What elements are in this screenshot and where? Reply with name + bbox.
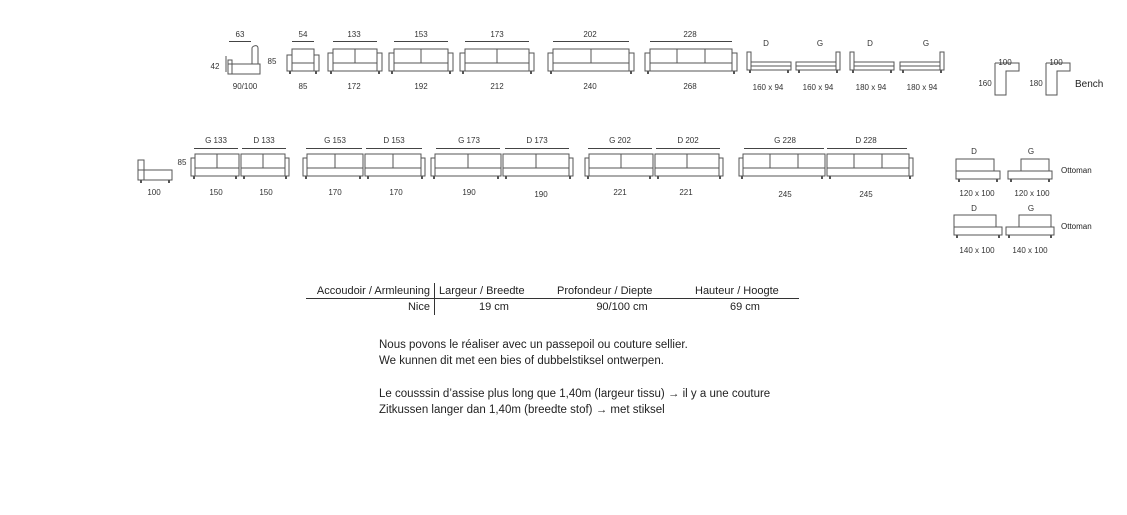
dim-bar: [436, 148, 500, 149]
dim-width-label: D 133: [253, 136, 275, 145]
dim-bar: [465, 41, 529, 42]
dim-width-label: D 228: [855, 136, 877, 145]
sofa-unit-right-arm: [654, 152, 724, 182]
chaise-side-profile: [224, 44, 266, 78]
table-cell: 19 cm: [479, 301, 509, 313]
end-unit-left: [795, 50, 841, 76]
chaise-side-profile: [136, 154, 176, 184]
table-row: [306, 299, 799, 316]
dim-width-label: G 173: [458, 136, 480, 145]
sofa-unit-left-arm: [430, 152, 502, 182]
dim-depth-label: 190: [462, 188, 476, 197]
note-line: Le cousssin d’assise plus long que 1,40m (largeur tissu) → il y a une couture: [379, 388, 771, 400]
sofa-unit-right-arm: [826, 152, 914, 182]
end-unit-right: [746, 50, 792, 76]
dim-width-label: 54: [298, 30, 308, 39]
ottoman-unit-left: [1007, 157, 1053, 185]
dim-depth-label: 172: [347, 82, 361, 91]
sofa-unit-right-arm: [240, 152, 290, 182]
table-cell: 69 cm: [730, 301, 760, 313]
dim-height-label: 85: [177, 158, 187, 167]
dim-depth-label: 212: [490, 82, 504, 91]
table-cell: 90/100 cm: [596, 301, 648, 313]
side-label: G: [922, 39, 930, 48]
dim-depth-label: 192: [414, 82, 428, 91]
dim-width-label: G 202: [609, 136, 631, 145]
bench-left-width: 100: [998, 58, 1012, 67]
bench-right-depth: 180: [1029, 79, 1043, 88]
dim-width-label: G 153: [324, 136, 346, 145]
ottoman-label: Ottoman: [1061, 166, 1092, 175]
dim-width-label: 133: [347, 30, 361, 39]
dim-bar: [744, 148, 824, 149]
dim-bar: [588, 148, 652, 149]
side-label: D: [867, 39, 873, 48]
sofa-unit-left-arm: [302, 152, 364, 182]
dim-width-label: 202: [583, 30, 597, 39]
dim-depth-label: 240: [583, 82, 597, 91]
ottoman-unit-right: [955, 157, 1001, 185]
dim-width-label: 228: [683, 30, 697, 39]
column-header: Profondeur / Diepte: [553, 283, 691, 299]
end-unit-right: [849, 50, 895, 76]
table-cell: Nice: [306, 299, 435, 316]
dim-width-label: 63: [235, 30, 245, 39]
ottoman-unit-right: [953, 213, 1003, 241]
ottoman-label: Ottoman: [1061, 222, 1092, 231]
sofa-unit-left-arm: [738, 152, 826, 182]
sofa-front-2-seater: [388, 45, 454, 77]
sofa-unit-left-arm: [584, 152, 654, 182]
note-line: We kunnen dit met een bies of dubbelstiksel ontwerpen.: [379, 355, 664, 367]
side-label: D: [971, 147, 977, 156]
dim-depth-label: 221: [679, 188, 693, 197]
dim-bar: [229, 41, 251, 42]
dim-bar: [242, 148, 286, 149]
dim-depth-label: 90/100: [232, 82, 258, 91]
sofa-front-2-seater: [547, 45, 635, 77]
side-label: D: [971, 204, 977, 213]
dim-depth-label: 150: [209, 188, 223, 197]
dim-height-label: 85: [267, 57, 277, 66]
side-label: G: [1027, 147, 1035, 156]
note-line: Zitkussen langer dan 1,40m (breedte stof) → met stiksel: [379, 404, 665, 416]
dim-depth-label: 245: [859, 190, 873, 199]
dim-depth-label: 170: [328, 188, 342, 197]
armchair-front: [286, 45, 320, 77]
dim-width-label: G 133: [205, 136, 227, 145]
side-label: G: [1027, 204, 1035, 213]
dim-seat-height-label: 42: [210, 62, 220, 71]
sofa-unit-right-arm: [364, 152, 426, 182]
dim-bar: [333, 41, 377, 42]
dim-size-label: 160 x 94: [752, 83, 784, 92]
ottoman-unit-left: [1005, 213, 1055, 241]
sofa-front-3-seater: [644, 45, 738, 77]
dim-depth-label: 100: [147, 188, 161, 197]
dim-bar: [394, 41, 448, 42]
column-header: Accoudoir / Armleuning: [306, 283, 435, 299]
sofa-unit-right-arm: [502, 152, 574, 182]
dim-bar: [292, 41, 314, 42]
side-label: G: [816, 39, 824, 48]
dim-depth-label: 85: [298, 82, 308, 91]
dim-depth-label: 221: [613, 188, 627, 197]
sofa-front-2-seater: [327, 45, 383, 77]
dim-depth-label: 245: [778, 190, 792, 199]
dim-bar: [553, 41, 629, 42]
dim-width-label: D 153: [383, 136, 405, 145]
dim-depth-label: 190: [534, 190, 548, 199]
dim-width-label: 173: [490, 30, 504, 39]
column-header: Hauteur / Hoogte: [691, 283, 799, 299]
dim-size-label: 180 x 94: [906, 83, 938, 92]
note-line: Nous povons le réaliser avec un passepoil ou couture sellier.: [379, 339, 688, 351]
armrest-spec-table: [306, 283, 799, 315]
dim-bar: [827, 148, 907, 149]
dim-width-label: D 173: [526, 136, 548, 145]
column-header: Largeur / Breedte: [435, 283, 554, 299]
dim-width-label: D 202: [677, 136, 699, 145]
sofa-unit-left-arm: [190, 152, 240, 182]
dim-depth-label: 268: [683, 82, 697, 91]
dim-bar: [656, 148, 720, 149]
dim-width-label: G 228: [774, 136, 796, 145]
dim-bar: [194, 148, 238, 149]
dim-bar: [505, 148, 569, 149]
dim-size-label: 120 x 100: [1014, 189, 1050, 198]
end-unit-left: [899, 50, 945, 76]
dim-size-label: 120 x 100: [959, 189, 995, 198]
table-header-row: [306, 283, 799, 299]
dim-size-label: 140 x 100: [1012, 246, 1048, 255]
dim-size-label: 140 x 100: [959, 246, 995, 255]
bench-label: Bench: [1075, 79, 1104, 90]
side-label: D: [763, 39, 769, 48]
dim-bar: [650, 41, 732, 42]
dim-width-label: 153: [414, 30, 428, 39]
dim-size-label: 160 x 94: [802, 83, 834, 92]
bench-right-width: 100: [1049, 58, 1063, 67]
dim-depth-label: 150: [259, 188, 273, 197]
sofa-front-2-seater: [459, 45, 535, 77]
dim-depth-label: 170: [389, 188, 403, 197]
dim-bar: [366, 148, 422, 149]
dim-bar: [306, 148, 362, 149]
dim-size-label: 180 x 94: [855, 83, 887, 92]
bench-left-depth: 160: [978, 79, 992, 88]
